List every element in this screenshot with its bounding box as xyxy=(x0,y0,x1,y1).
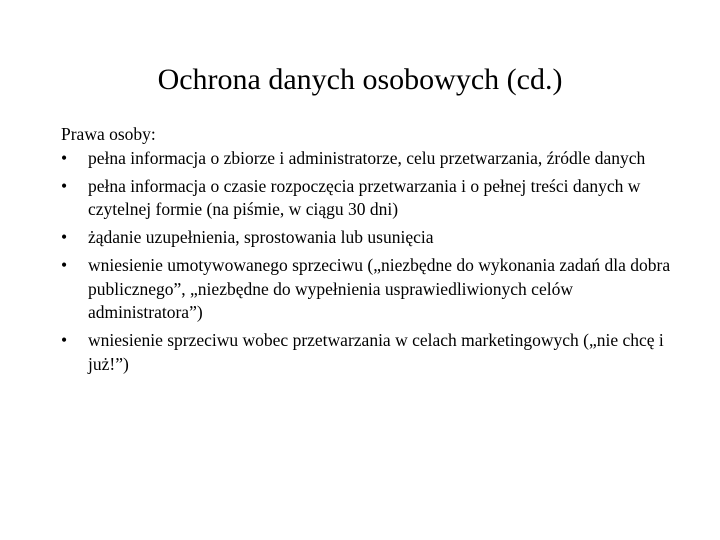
list-item xyxy=(61,175,681,222)
rights-list xyxy=(61,147,681,377)
list-item-text: pełna informacja o czasie rozpoczęcia przetwarzania i o pełnej treści danych w czytelnej formie (na piśmie, w ciągu 30 dni) xyxy=(88,175,641,219)
slide-content xyxy=(61,123,681,381)
rights-intro: Prawa osoby: xyxy=(61,124,156,144)
list-item-text: wniesienie umotywowanego sprzeciwu („niezbędne do wykonania zadań dla dobra publicznego”, „niezbędne do wypełnienia usprawiedliwionych celów administratora”) xyxy=(88,255,671,322)
list-item-text: wniesienie sprzeciwu wobec przetwarzania w celach marketingowych („nie chcę i już!”) xyxy=(88,330,664,374)
list-item xyxy=(61,226,681,250)
bullet-icon: • xyxy=(61,147,68,168)
list-item-text: pełna informacja o zbiorze i administratorze, celu przetwarzania, źródle danych xyxy=(88,147,646,168)
list-item xyxy=(61,254,681,325)
bullet-icon: • xyxy=(61,330,68,350)
bullet-icon: • xyxy=(61,255,68,275)
bullet-icon: • xyxy=(61,227,68,247)
slide-title: Ochrona danych osobowych (cd.) xyxy=(157,63,563,96)
list-item-text: żądanie uzupełnienia, sprostowania lub usunięcia xyxy=(88,227,434,247)
list-item xyxy=(61,329,681,376)
bullet-icon: • xyxy=(61,175,68,196)
list-item xyxy=(61,147,681,171)
